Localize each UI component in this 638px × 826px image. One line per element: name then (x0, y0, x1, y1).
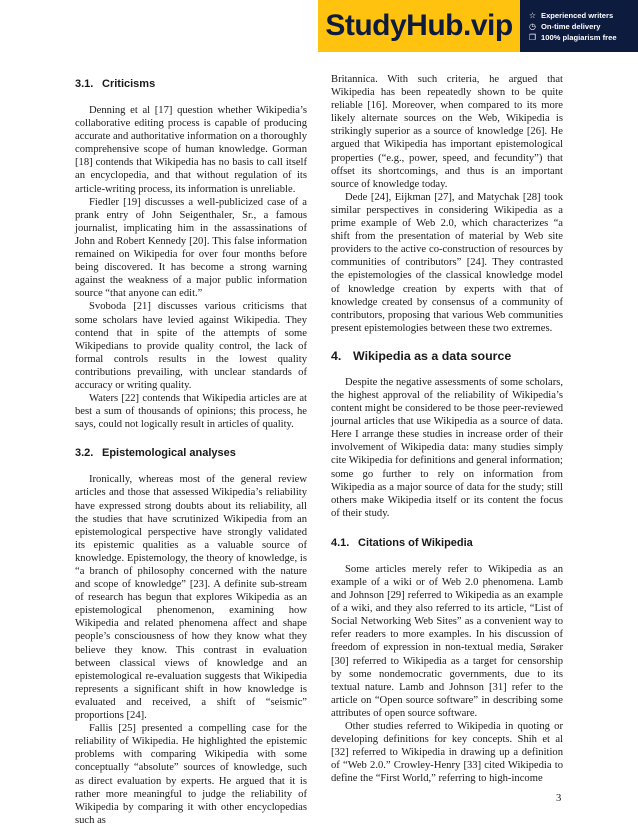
paragraph: Svoboda [21] discusses various criticisms that some scholars have levied against Wikipedia. They contend that in spite of the attempts of some Wikipedians to provide quality control, the lack of formal controls results in the lowest quality contributions prevailing, with unclear standards of accuracy or writing quality. (75, 301, 307, 391)
section-number: 3.2. (75, 447, 94, 460)
section-title: Wikipedia as a data source (353, 348, 512, 363)
promo-item (528, 33, 638, 42)
right-column (331, 73, 563, 786)
promo-item (528, 11, 638, 20)
section-heading-4 (331, 349, 563, 364)
section-heading-3-2 (75, 446, 307, 460)
section-heading-3-1 (75, 77, 307, 91)
studyhub-banner[interactable] (318, 0, 638, 52)
paragraph: Other studies referred to Wikipedia in quoting or developing definitions for key concepts. Shih et al [32] referred to Wikipedia in drawing up a definition of “Web 2.0.” Crowley-Henry [33] cited Wikipedia to define the “First World,” referring to high-income (331, 721, 563, 785)
star-icon: ☆ (528, 10, 537, 20)
studyhub-logo[interactable]: StudyHub.vip (318, 0, 520, 52)
promo-list (520, 11, 638, 42)
promo-text: Experienced writers (541, 10, 614, 20)
copy-icon: ❐ (528, 32, 537, 42)
section-number: 4. (331, 348, 342, 363)
left-column (75, 73, 307, 826)
promo-text: On-time delivery (541, 21, 601, 31)
paragraph: Britannica. With such criteria, he argued that Wikipedia has been repeatedly shown to be quite reliable [16]. Moreover, when compared to its more likely alternate sources on the Web, Wikipedia is strikingly superior as a source of knowledge [26]. He argued that Wikipedia has important epistemological properties (“e.g., power, speed, and fecundity”) that offset its shortcomings, and thus is an important source of knowledge today. (331, 74, 563, 190)
paragraph: Despite the negative assessments of some scholars, the highest approval of the reliability of Wikipedia’s content might be considered to be those peer-reviewed journal articles that use Wikipedia as a source of data. Here I arrange these studies in increase order of their involvement of Wikipedia data: many studies simply cite Wikipedia for definitions and general information; some go further to rely on information from Wikipedia as a major source of data for the study; still others make Wikipedia itself or its content the focus of their study. (331, 376, 563, 519)
clock-icon: ◷ (529, 21, 536, 31)
promo-text: 100% plagiarism free (541, 32, 617, 42)
paragraph: Some articles merely refer to Wikipedia as an example of a wiki or of Web 2.0 phenomena. Lamb and Johnson [29] referred to Wikipedia as an example of a wiki, and they also referred to its article, “List of Social Networking Web Sites” as a convenient way to refer readers to more examples. In his discussion of freedom of expression in non-textual media, Søraker [30] referred to Wikipedia as a target for censorship by some nondemocratic governments, due to its textual nature. Lamb and Johnson [31] refer to the article on “Open source software” in describing some attributes of open source software. (331, 563, 563, 719)
section-title: Epistemological analyses (102, 447, 236, 460)
page-number: 3 (556, 793, 562, 804)
promo-item (528, 22, 638, 31)
paragraph: Fallis [25] presented a compelling case for the reliability of Wikipedia. He highlighted the epistemic problems with comparing Wikipedia with some conceptually “absolute” sources of knowledge, such as direct evaluation by experts. He argued that it is rather more meaningful to judge the reliability of Wikipedia by comparing it with other encyclopedias such as (75, 723, 307, 826)
section-heading-4-1 (331, 536, 563, 550)
section-number: 3.1. (75, 78, 94, 90)
paragraph: Waters [22] contends that Wikipedia articles are at best a sum of thousands of opinions; this process, he says, could not logically result in articles of quality. (75, 393, 307, 431)
paragraph: Dede [24], Eijkman [27], and Matychak [28] took similar perspectives in considering Wikipedia as a prime example of Web 2.0, which characterizes “a shift from the presentation of material by Web site providers to the active co-construction of resources by communities of contributors” [24]. They contrasted the epistemologies of the classical knowledge model of knowledge creation by experts with that of knowledge created by consensus of a community of contributors, proposing that various Web communities present epistemologies between these two extremes. (331, 191, 563, 334)
section-number: 4.1. (331, 536, 350, 549)
paragraph: Denning et al [17] question whether Wikipedia’s collaborative editing process is capable of producing accurate and authoritative information on a thoroughly comprehensive scope of human knowledge. Gorman [18] contends that Wikipedia has no basis to call itself an encyclopedia, and that without regulation of its article-writing process, its information is unreliable. (75, 105, 307, 195)
paragraph: Fiedler [19] discusses a well-publicized case of a prank entry of John Seigenthaler, Sr., a famous journalist, implicating him in the assassinations of John and Robert Kennedy [20]. This false information remained on Wikipedia for over four months before being discovered. It has become a strong warning against the weakness of a major public information source “that anyone can edit.” (75, 196, 307, 300)
section-title: Citations of Wikipedia (358, 536, 473, 549)
section-title: Criticisms (102, 78, 156, 90)
paragraph: Ironically, whereas most of the general review articles and those that assessed Wikipedia’s reliability have expressed strong doubts about its reliability, all the studies that have scrutinized Wikipedia from an epistemological perspective have strongly validated its epistemic qualities as a valuable source of knowledge. Epistemology, the theory of knowledge, is “a branch of philosophy concerned with the nature and scope of knowledge” [23]. A definite sub-stream of research has begun that explores Wikipedia as an epistemological phenomenon, examining how Wikipedia and related phenomena affect and shape people’s consciousness of how they know what they believe they know. This contrast in evaluation between classical views of knowledge and an epistemological re-evaluation suggests that Wikipedia represents a significant shift in how knowledge is evaluated and received, a shift of “seismic” proportions [24]. (75, 474, 307, 722)
